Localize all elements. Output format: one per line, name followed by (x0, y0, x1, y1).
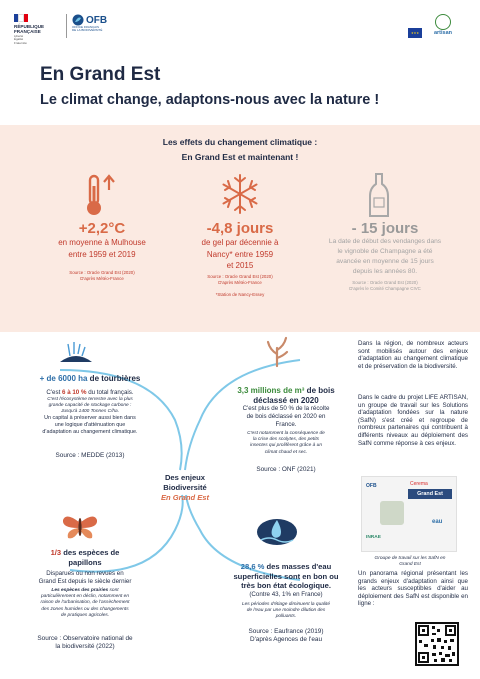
temp-stat: +2,2°C en moyenne à Mulhouse entre 1959 et 2019 Source : Oracle Grand Est (2020) D'après Météo-France (58, 220, 146, 281)
thermometer-icon (78, 172, 118, 218)
frost-stat: -4,8 jours de gel par décennie à Nancy* entre 1959 et 2015 Source : Oracle Grand Est (2020) D'après Météo-France *Station de Nancy-Essey (201, 220, 279, 297)
water-drop-icon (255, 516, 299, 546)
effects-subheading: En Grand Est et maintenant ! (181, 152, 299, 162)
page-subtitle: Le climat change, adaptons-nous avec la nature ! (40, 92, 380, 108)
rf-name: RÉPUBLIQUE FRANÇAISE (14, 24, 45, 34)
center-label: Des enjeux Biodiversité En Grand Est (160, 473, 210, 502)
partner-photo (380, 501, 404, 525)
partners-caption: Groupe de travail sur les SafN en Grand Est (374, 556, 446, 567)
artisan-logo: artisan (422, 14, 464, 42)
artisan-globe-icon (435, 14, 451, 30)
effects-heading: Les effets du changement climatique : (162, 137, 318, 147)
rf-motto: Liberté Égalité Fraternité (14, 34, 27, 45)
ofb-logo: OFB OFFICE FRANÇAIS DE LA BIODIVERSITÉ (72, 14, 108, 33)
butterfly-icon (60, 512, 100, 542)
snowflake-icon (218, 172, 262, 216)
wine-bottle-icon (368, 172, 390, 218)
header-separator (66, 14, 67, 38)
eu-flag-icon: ★★★ (408, 28, 422, 38)
butterfly-block: 1/3 des espèces de papillons Disparues ou non revues en Grand Est depuis le siècle dernier Les espèces des prairies sont particulièrement en déclin, notamment en raison de l'urbanisation, de l'assèchement des zones humides ou des changements de pratiques agricoles. Source : Observatoire national de la biodiversité (2022) (37, 548, 133, 651)
wood-block: 3,3 millions de m³ de bois déclassé en 2020 C'est plus de 50 % de la récolte de bois déclassé en 2020 en France. C'est notamment la conséquence de la crise des scolytes, des petits insectes qui prolifèrent grâce à un climat chaud et sec. Source : ONF (2021) (237, 386, 335, 473)
qr-code-icon[interactable] (415, 622, 459, 666)
partner-logos: OFB Cerema Grand Est eau INRAE (361, 476, 457, 552)
page-title: En Grand Est (40, 64, 161, 85)
peatland-icon (58, 340, 94, 368)
water-block: 28,6 % des masses d'eau superficielles sont en bon ou très bon état écologique. (Contre 43, 1% en France) Les périodes d'étiage diminuent la qualité de l'eau par une moindre dilution des polluants. Source : Eaufrance (2019) D'après Agences de l'eau (233, 562, 339, 644)
tree-icon (262, 334, 292, 368)
right-intro: Dans la région, de nombreux acteurs sont mobilisés autour des enjeux d'adaptation au changement climatique et de préservation de la biodiversité. (358, 340, 468, 370)
peat-block: + de 6000 ha de tourbières C'est 6 à 10 % du total français. C'est l'écosystème terrestre avec la plus grande capacité de stockage carbone : Jusqu'à 1400 Tonnes C/ha. Un capital à préserver aussi bien dans une logique d'atténuation que d'adaptation au changement climatique. Source : MEDDE (2013) (39, 374, 141, 460)
right-panorama: Un panorama régional présentant les grands enjeux d'adaptation ainsi que les acteurs susceptibles d'aider au déploiement des SafN est disponible en ligne : (358, 570, 468, 608)
right-project: Dans le cadre du projet LIFE ARTISAN, un groupe de travail sur les Solutions d'adaptation fondées sur la nature (SafN) s'est créé et regroupe de nombreux partenaires qui contribuent à différents niveaux au déploiement des SafN comme réponse à ces enjeux. (358, 394, 468, 447)
harvest-stat: - 15 jours La date de début des vendanges dans le vignoble de Champagne a été avancée en moyenne de 15 jours depuis les années 80. Source : Oracle Grand Est (2020) D'après le Comité Champagne CIVC (328, 220, 442, 291)
french-flag-icon (14, 14, 28, 22)
republique-francaise-logo (14, 14, 66, 45)
